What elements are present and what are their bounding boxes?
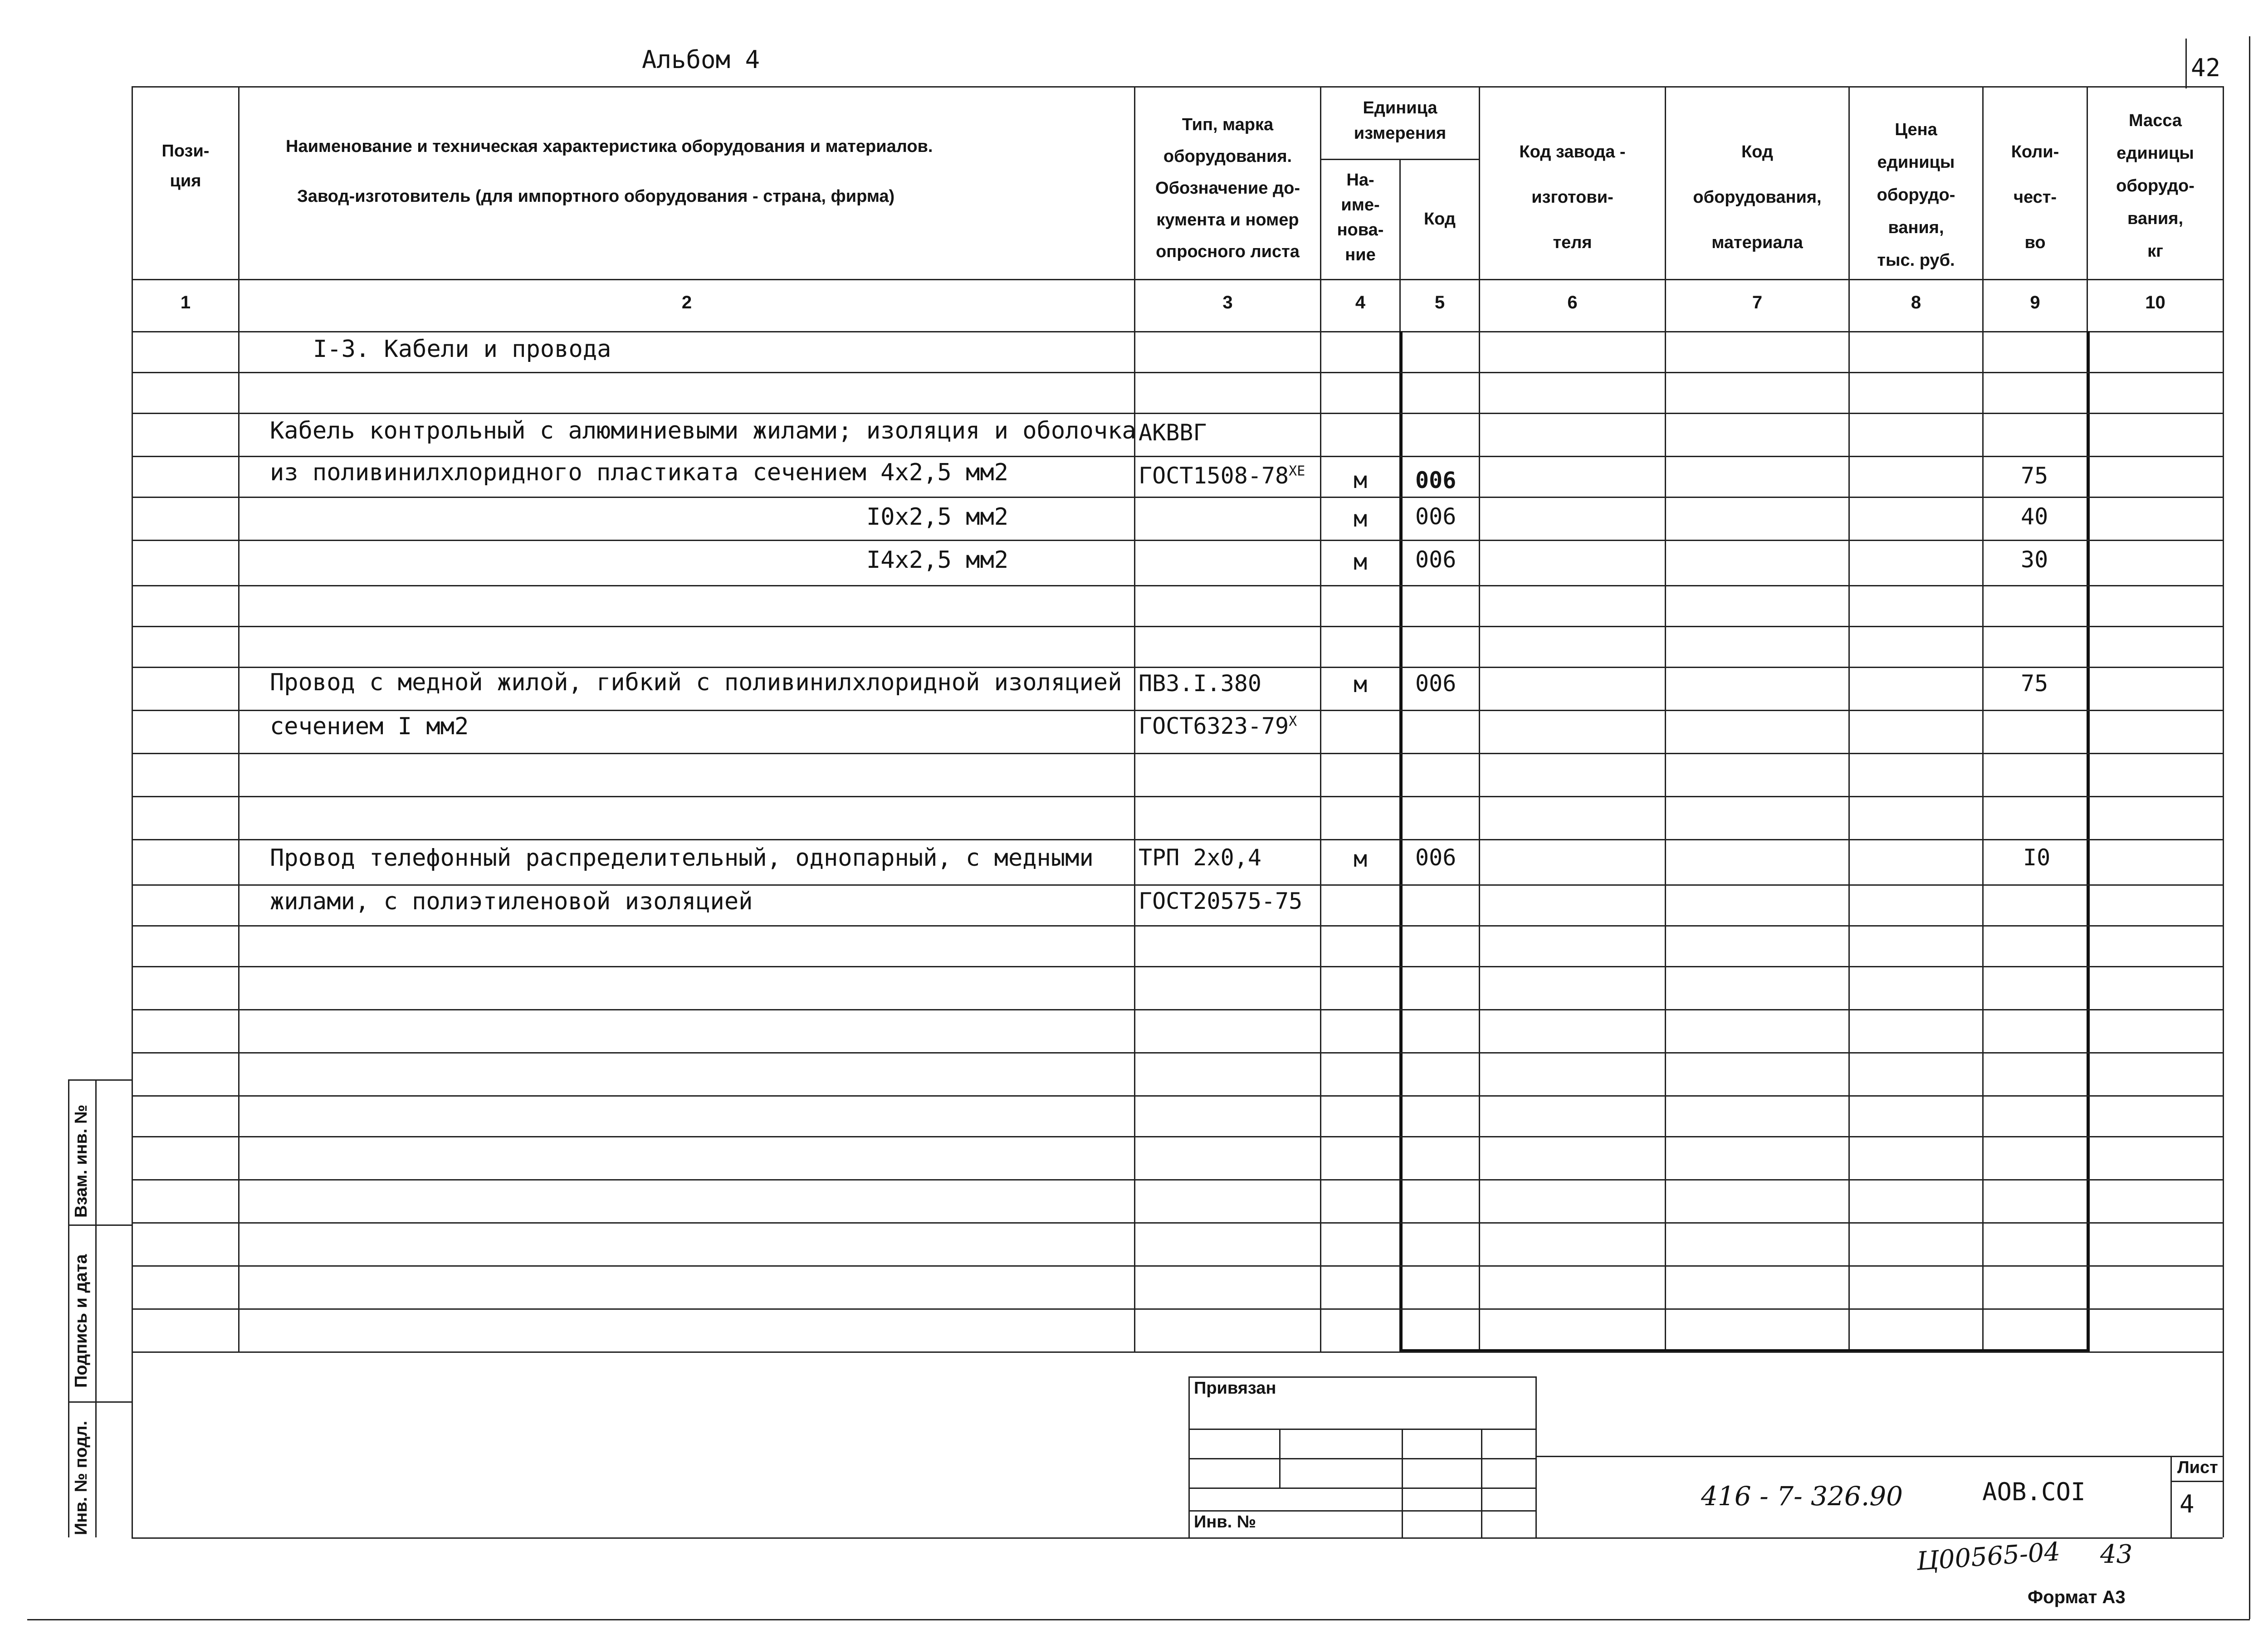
frame-right	[2223, 86, 2224, 1537]
header-col6: Код завода - изготови- теля	[1519, 142, 1626, 252]
side-frame-div1	[68, 1224, 132, 1226]
side-frame-mid	[95, 1079, 97, 1537]
colnum-5: 5	[1434, 293, 1445, 312]
colnum-7: 7	[1752, 293, 1763, 312]
title-block-top	[1535, 1456, 2223, 1457]
row-line	[132, 966, 2223, 967]
col-sep-6	[1665, 86, 1666, 1351]
page-number-border	[2185, 39, 2187, 88]
thick-right	[2087, 331, 2090, 1351]
item-qty: 75	[2021, 463, 2048, 489]
item-qty: I0	[2023, 844, 2051, 871]
item-qty: 40	[2021, 503, 2048, 530]
item-unit: м	[1353, 671, 1368, 697]
colnum-3: 3	[1222, 293, 1233, 312]
item-unit: м	[1353, 549, 1368, 575]
item-name: I0x2,5 мм2	[866, 503, 1009, 531]
row-line	[132, 497, 2223, 498]
item-type-mark: $ГОСТ1508-78^{XE}$	[1139, 463, 1305, 489]
row-line	[132, 1222, 2223, 1224]
row-line	[132, 753, 2223, 754]
item-type-mark: ГОСТ20575-75	[1139, 888, 1303, 914]
item-type-mark: $ГОСТ6323-79^X$	[1139, 713, 1297, 739]
doc-code: 416 - 7- 326.90	[1701, 1481, 1903, 1512]
colnum-9: 9	[2030, 293, 2040, 312]
album-label: Альбом 4	[642, 45, 760, 74]
stamp-row-line	[1188, 1488, 1535, 1489]
header-col3: Тип, марка оборудования. Обозначение до- кумента и номер опросного листа	[1155, 115, 1300, 261]
stamp-box-top	[1188, 1376, 1535, 1378]
row-line	[132, 667, 2223, 668]
item-type-mark: АКВВГ	[1139, 419, 1207, 446]
row-line	[132, 1052, 2223, 1054]
header-unit-group: Единица измерения	[1354, 98, 1447, 143]
row-line	[132, 372, 2223, 373]
colnum-10: 10	[2145, 293, 2165, 312]
item-code: 006	[1415, 546, 1457, 573]
row-line	[132, 585, 2223, 586]
row-line	[132, 1136, 2223, 1137]
row-line	[132, 456, 2223, 457]
stamp-col-line	[1279, 1429, 1281, 1488]
side-label-podpis: Подпись и дата	[72, 1254, 91, 1388]
side-frame-div2	[68, 1401, 132, 1403]
item-qty: 30	[2021, 546, 2048, 573]
side-label-inv: Инв. № подл.	[72, 1420, 91, 1535]
row-line	[132, 1095, 2223, 1097]
page-number: 42	[2191, 54, 2221, 82]
stamp-row-line	[1188, 1510, 1535, 1512]
colnum-6: 6	[1567, 293, 1578, 312]
sheet-label: Лист	[2177, 1458, 2218, 1477]
col-sep-3	[1320, 86, 1321, 1351]
row-line	[132, 884, 2223, 886]
item-name: сечением I мм2	[270, 713, 469, 740]
header-bottom-line	[132, 279, 2223, 280]
item-unit: м	[1353, 467, 1368, 493]
colnum-4: 4	[1355, 293, 1366, 312]
format-label: Формат А3	[2028, 1587, 2126, 1607]
row-line	[132, 413, 2223, 414]
row-line	[132, 710, 2223, 711]
header-col8: Цена единицы оборудо- вания, тыс. руб.	[1877, 120, 1955, 270]
stamp-inv-no: Инв. №	[1194, 1512, 1256, 1532]
item-code: 006	[1415, 503, 1457, 530]
header-col2-line1: Наименование и техническая характеристика оборудования и материалов.	[286, 137, 933, 156]
section-title: I-3. Кабели и провода	[313, 336, 611, 363]
col-sep-8	[1982, 86, 1984, 1351]
thick-left	[1399, 331, 1403, 1351]
item-name: из поливинилхлоридного пластиката сечением 4x2,5 мм2	[270, 459, 1008, 486]
colnum-8: 8	[1911, 293, 1921, 312]
stamp-box-left	[1188, 1376, 1190, 1537]
col-sep-1	[238, 86, 240, 1351]
stamp-privyazan: Привязан	[1194, 1379, 1276, 1398]
item-unit: м	[1353, 846, 1368, 872]
header-col2-line2: Завод-изготовитель (для импортного оборудования - страна, фирма)	[297, 187, 895, 206]
row-line	[132, 839, 2223, 840]
side-label-vzam: Взам. инв. №	[72, 1104, 91, 1218]
sheet-number: 4	[2180, 1490, 2195, 1518]
handwritten-code: Ц00565-04	[1916, 1537, 2062, 1576]
row-line	[132, 925, 2223, 927]
page-right-line	[2249, 36, 2250, 1619]
col-sep-5	[1479, 86, 1480, 1351]
item-type-mark: ТРП 2x0,4	[1139, 844, 1261, 871]
row-line	[132, 626, 2223, 627]
row-line	[132, 540, 2223, 541]
header-col5: Код	[1423, 210, 1456, 229]
column-number-line	[132, 331, 2223, 332]
frame-bottom	[132, 1537, 2223, 1539]
item-name: Кабель контрольный с алюминиевыми жилами; изоляция и оболочка	[270, 417, 1136, 444]
sheet-code: АОВ.СОI	[1982, 1478, 2086, 1506]
row-line	[132, 1308, 2223, 1310]
item-code: 006	[1415, 670, 1457, 697]
item-name: I4x2,5 мм2	[866, 546, 1009, 574]
side-frame-left	[68, 1079, 69, 1537]
stamp-row-line	[1188, 1429, 1535, 1430]
sheet-box-mid	[2170, 1481, 2223, 1482]
colnum-1: 1	[180, 293, 191, 312]
item-name: жилами, с полиэтиленовой изоляцией	[270, 888, 753, 915]
header-col9: Коли- чест- во	[2011, 142, 2059, 252]
row-line	[132, 1351, 2223, 1353]
stamp-row-line	[1188, 1458, 1535, 1459]
header-col4: На- име- нова- ние	[1337, 171, 1384, 264]
stamp-col-line	[1481, 1429, 1482, 1537]
item-name: Провод с медной жилой, гибкий с поливинилхлоридной изоляцией	[270, 669, 1122, 696]
item-qty: 75	[2021, 670, 2048, 697]
item-name: Провод телефонный распределительный, однопарный, с медными	[270, 844, 1094, 872]
sheet-box-left	[2170, 1456, 2172, 1537]
page-bottom-line	[27, 1619, 2250, 1620]
header-col1: Пози- ция	[161, 141, 210, 190]
stamp-col-line	[1402, 1429, 1403, 1537]
colnum-2: 2	[681, 293, 692, 312]
row-line	[132, 1265, 2223, 1267]
header-col7: Код оборудования, материала	[1693, 142, 1822, 252]
side-frame-top	[68, 1079, 132, 1081]
row-line	[132, 1009, 2223, 1010]
header-col10: Масса единицы оборудо- вания, кг	[2116, 111, 2195, 261]
frame-top	[132, 86, 2223, 88]
item-code: 006	[1415, 844, 1457, 871]
item-code: 006	[1415, 467, 1457, 493]
col-sep-2	[1134, 86, 1135, 1351]
item-unit: м	[1353, 506, 1368, 532]
row-line	[132, 796, 2223, 797]
handwritten-page: 43	[2100, 1540, 2133, 1569]
item-type-mark: ПВ3.I.380	[1139, 670, 1261, 697]
row-line	[132, 1179, 2223, 1180]
